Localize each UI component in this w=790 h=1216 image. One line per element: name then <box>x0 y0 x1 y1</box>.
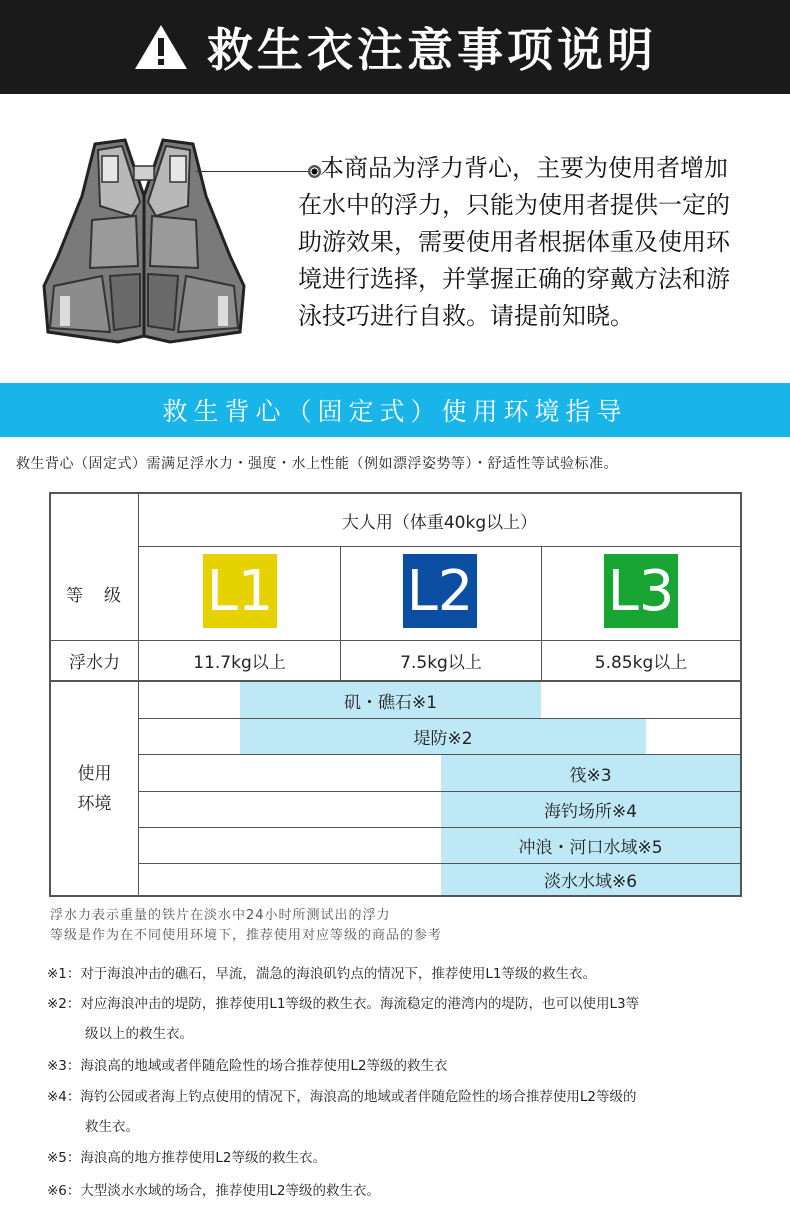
note-mark: ※1： <box>47 966 81 982</box>
environment-band-1: 矶・礁石※1 <box>240 682 541 718</box>
table-header: 大人用（体重40kg以上） <box>341 512 538 533</box>
note-2-continued <box>47 1022 747 1042</box>
intro-line: 境进行选择，并掌握正确的穿戴方法和游 <box>298 265 730 293</box>
environment-band-5: 冲浪・河口水域※5 <box>441 828 740 863</box>
environment-label-line: 使用 <box>77 763 112 784</box>
table-rule <box>138 546 740 547</box>
environment-band-3: 筏※3 <box>441 755 740 791</box>
note-mark: ※3： <box>47 1058 81 1074</box>
note-text: 救生衣。 <box>85 1119 139 1135</box>
environment-band-4: 海钓场所※4 <box>441 792 740 827</box>
note-mark: ※6： <box>47 1183 81 1199</box>
requirement-text: 救生背心（固定式）需满足浮水力・强度・水上性能（例如漂浮姿势等）・舒适性等试验标准。 <box>16 456 618 472</box>
environment-band-2: 堤防※2 <box>240 719 646 754</box>
note-text: 大型淡水水域的场合，推荐使用L2等级的救生衣。 <box>80 1183 381 1199</box>
table-rule <box>138 494 139 895</box>
note-2 <box>47 992 747 1012</box>
intro-line: 在水中的浮力，只能为使用者提供一定的 <box>298 191 730 219</box>
environment-label <box>51 682 138 895</box>
note-3 <box>47 1054 747 1074</box>
section-title: 救生背心（固定式）使用环境指导 <box>162 397 628 426</box>
level-badge-l2: L2 <box>403 554 477 628</box>
note-text: 海浪高的地方推荐使用L2等级的救生衣。 <box>80 1150 327 1166</box>
note-text: 海浪高的地域或者伴随危险性的场合推荐使用L2等级的救生衣 <box>80 1058 448 1074</box>
warning-triangle-icon <box>133 22 189 72</box>
level-badge-l1: L1 <box>203 554 277 628</box>
note-mark: ※2： <box>47 996 81 1012</box>
note-text: 海钓公园或者海上钓点使用的情况下，海浪高的地域或者伴随危险性的场合推荐使用L2等级的 <box>80 1089 637 1105</box>
intro-line: 泳技巧进行自救。请提前知晓。 <box>298 302 634 330</box>
caption-line: 等级是作为在不同使用环境下，推荐使用对应等级的商品的参考 <box>50 928 443 943</box>
buoyancy-l3: 5.85kg以上 <box>594 653 688 673</box>
note-4-continued <box>47 1115 747 1135</box>
section-title-band <box>0 383 790 437</box>
note-text: 级以上的救生衣。 <box>85 1026 193 1042</box>
buoyancy-l1: 11.7kg以上 <box>193 653 286 673</box>
usage-table <box>49 492 742 897</box>
grade-label: 等 级 <box>66 586 123 606</box>
intro-line: 助游效果，需要使用者根据体重及使用环 <box>298 228 730 256</box>
page-title: 救生衣注意事项说明 <box>207 23 657 77</box>
note-text: 对于海浪冲击的礁石，早流，湍急的海浪矶钓点的情况下，推荐使用L1等级的救生衣。 <box>80 966 597 982</box>
note-5 <box>47 1146 747 1166</box>
caption-line: 浮水力表示重量的铁片在淡水中24小时所测试出的浮力 <box>50 908 391 923</box>
buoyancy-label: 浮水力 <box>69 653 120 673</box>
note-mark: ※5： <box>47 1150 81 1166</box>
note-mark: ※4： <box>47 1089 81 1105</box>
buoyancy-l2: 7.5kg以上 <box>400 653 482 673</box>
page-header <box>0 0 790 94</box>
note-1 <box>47 962 747 982</box>
intro-paragraph <box>298 150 758 335</box>
note-text: 对应海浪冲击的堤防，推荐使用L1等级的救生衣。海流稳定的港湾内的堤防，也可以使用L3等 <box>80 996 640 1012</box>
environment-label-line: 环境 <box>77 793 112 814</box>
level-badge-l3: L3 <box>604 554 678 628</box>
note-4 <box>47 1085 747 1105</box>
life-vest-illustration <box>40 136 248 350</box>
intro-line: 本商品为浮力背心，主要为使用者增加 <box>320 154 728 182</box>
environment-band-6: 淡水水域※6 <box>441 864 740 895</box>
note-6 <box>47 1179 747 1199</box>
